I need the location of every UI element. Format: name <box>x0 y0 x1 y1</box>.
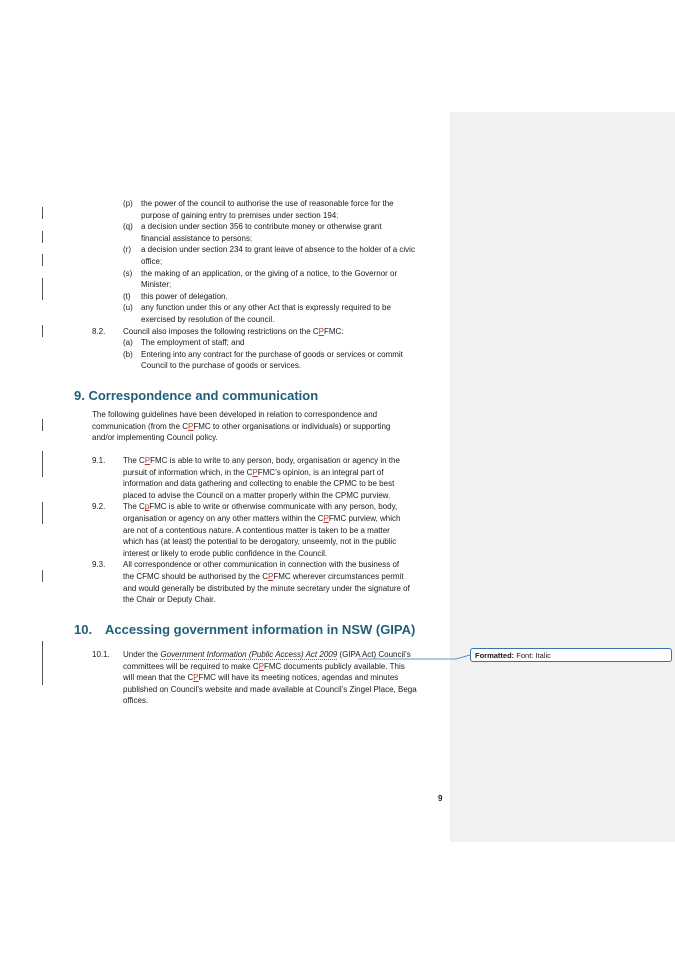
comment-label: Formatted: <box>475 651 515 660</box>
list-item-text: Minister; <box>141 280 172 290</box>
clause-text: organisation or agency on any other matters within the CPFMC purview, which <box>123 514 401 523</box>
list-item-text: any function under this or any other Act that is expressly required to be <box>141 303 391 313</box>
paragraph-line: and/or implementing Council policy. <box>92 433 218 443</box>
clause-text: the Chair or Deputy Chair. <box>123 595 216 605</box>
page-number: 9 <box>438 794 443 803</box>
clause-text: are not of a contentious nature. A contentious matter is taken to be a matter <box>123 525 390 535</box>
list-item-label: (b) <box>123 349 133 359</box>
clause-text: The CpFMC is able to write or otherwise communicate with any person, body, <box>123 502 398 512</box>
list-item-label: (s) <box>123 268 133 278</box>
clause-text: committees will be required to make CPFMC documents publicly available. This <box>123 661 405 671</box>
section-heading: 9. Correspondence and communication <box>74 388 319 403</box>
clause-number: 9.2. <box>92 502 106 512</box>
list-item-text: Council to the purchase of goods or services. <box>141 361 302 371</box>
clause-number: 9.1. <box>92 456 106 465</box>
clause-text: and would generally be distributed by the minute secretary under the signature of <box>123 583 410 593</box>
list-item-text: The employment of staff; and <box>141 338 245 348</box>
clause-text: published on Council’s website and made available at Council’s Zingel Place, Bega <box>123 684 417 694</box>
clause-text: interest or likely to erode public confidence in the Council. <box>123 548 328 558</box>
list-item-label: (r) <box>123 245 131 255</box>
clause-text: Council also imposes the following restrictions on the CPFMC: <box>123 326 344 336</box>
clause-text: will mean that the CPFMC will have its meeting notices, agendas and minutes <box>123 673 399 683</box>
clause-text: All correspondence or other communication in connection with the business of <box>123 560 400 570</box>
list-item-text: the making of an application, or the giving of a notice, to the Governor or <box>141 268 398 278</box>
list-item-text: this power of delegation, <box>141 291 228 301</box>
clause-number: 8.2. <box>92 326 106 336</box>
list-item-text: financial assistance to persons; <box>141 233 253 243</box>
list-item-text: a decision under section 234 to grant leave of absence to the holder of a civic <box>141 245 415 255</box>
clause-text: pursuit of information which, in the CPFMC’s opinion, is an integral part of <box>123 467 384 477</box>
list-item-text: a decision under section 356 to contribute money or otherwise grant <box>141 222 382 232</box>
comment-text: Font: Italic <box>516 651 551 660</box>
section-heading-number: 10. <box>74 622 93 637</box>
clause-text: the CFMC should be authorised by the CPFMC wherever circumstances permit <box>123 572 404 581</box>
paragraph-line: The following guidelines have been developed in relation to correspondence and <box>92 410 378 419</box>
clause-text: Under the Government Information (Public Access) Act 2009 (GIPA Act) Council’s <box>123 650 411 659</box>
clause-text: The CPFMC is able to write to any person, body, organisation or agency in the <box>123 456 400 465</box>
clause-text: information and data gathering and collecting to enable the CPMC to be best <box>123 479 395 489</box>
clause-text: offices. <box>123 696 149 706</box>
list-item-label: (u) <box>123 303 133 313</box>
section-heading: Accessing government information in NSW (GIPA) <box>105 622 416 637</box>
clause-text: which has (at least) the potential to be derogatory, unseemly, not in the public <box>123 537 397 547</box>
list-item-label: (q) <box>123 222 133 232</box>
list-item-text: the power of the council to authorise the use of reasonable force for the <box>141 199 394 208</box>
list-item-text: purpose of gaining entry to premises under section 194; <box>141 210 339 220</box>
clause-number: 9.3. <box>92 560 106 570</box>
list-item-text: Entering into any contract for the purchase of goods or services or commit <box>141 349 403 359</box>
paragraph-line: communication (from the CPFMC to other organisations or individuals) or supporting <box>92 421 391 431</box>
list-item-text: exercised by resolution of the council. <box>141 315 275 324</box>
list-item-label: (t) <box>123 291 131 301</box>
list-item-text: office; <box>141 257 163 266</box>
list-item-label: (a) <box>123 338 133 348</box>
clause-text: placed to advise the Council on a matter properly within the CPMC purview. <box>123 490 391 500</box>
clause-number: 10.1. <box>92 650 110 659</box>
list-item-label: (p) <box>123 199 133 208</box>
comment-balloon[interactable] <box>470 648 672 662</box>
